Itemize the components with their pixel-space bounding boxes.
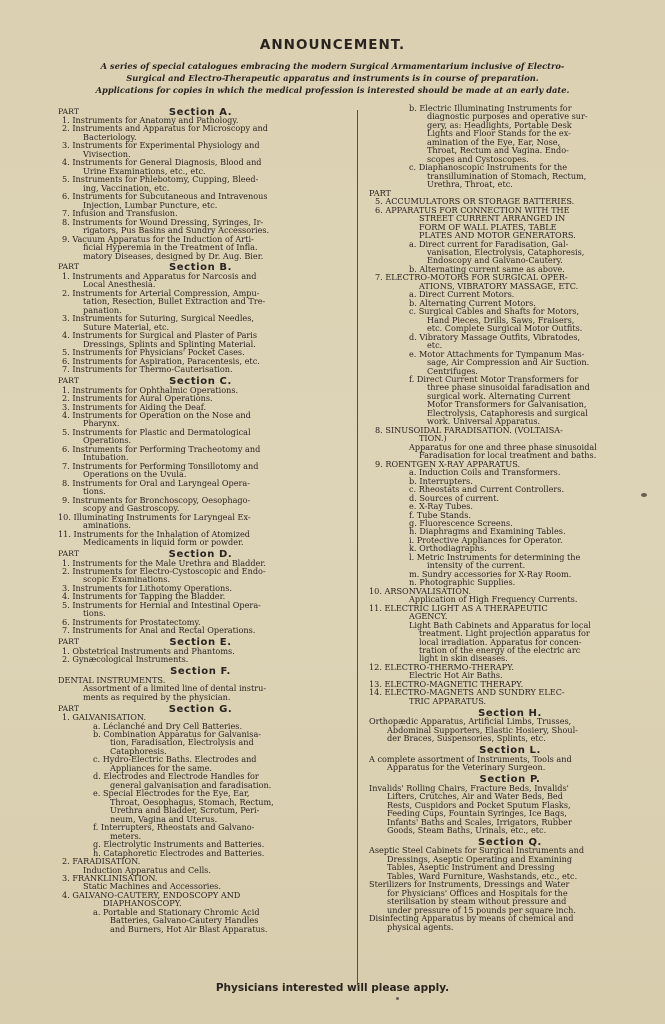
catalogue-line: 1. Instruments for the Male Urethra and Bladder. (62, 557, 266, 568)
catalogue-line: 7. Instruments for Performing Tonsillotomy and (62, 460, 259, 471)
catalogue-line: 11. ELECTRIC LIGHT AS A THERAPEUTIC (369, 602, 548, 613)
catalogue-line: Faradisation for local treatment and baths. (419, 450, 597, 461)
column-divider (357, 110, 358, 985)
section-title: Section C. (169, 376, 232, 388)
catalogue-line: Disinfecting Apparatus by means of chemical and (369, 913, 574, 924)
catalogue-line: scopic Examinations. (83, 574, 171, 585)
part-label: PART (58, 376, 80, 386)
catalogue-line: 1. Instruments and Apparatus for Narcosis and (62, 270, 257, 281)
catalogue-line: three phase sinusoidal faradisation and (427, 382, 590, 393)
catalogue-line: Endoscopy and Galvano-Cautery. (427, 255, 563, 266)
catalogue-line: b. Electric Illuminating Instruments for (409, 103, 572, 113)
catalogue-line: 7. Instruments for Thermo-Cauterisation. (62, 364, 233, 375)
catalogue-line: Tables, Ward Furniture, Washstands, etc., etc. (387, 870, 578, 881)
catalogue-line: d. Electrodes and Electrode Handles for (93, 771, 259, 782)
catalogue-line: and Burners, Hot Air Blast Apparatus. (110, 923, 268, 934)
catalogue-line: Orthopædic Apparatus, Artificial Limbs, Trusses, (369, 716, 572, 727)
catalogue-line: h. Cataphoretic Electrodes and Batteries. (93, 847, 265, 858)
catalogue-line: e. Motor Attachments for Tympanum Mas- (409, 348, 585, 359)
catalogue-line: neum, Vagina and Uterus. (110, 813, 218, 824)
catalogue-line: 3. Instruments for Lithotomy Operations. (62, 582, 233, 593)
catalogue-line: PLATES AND MOTOR GENERATORS. (419, 230, 576, 241)
catalogue-line: i. Protective Appliances for Operator. (409, 534, 563, 545)
section-title: Section H. (478, 707, 542, 719)
catalogue-line: physical agents. (387, 921, 454, 932)
catalogue-line: 2. Instruments for Aural Operations. (62, 393, 213, 404)
part-label: PART (58, 106, 80, 116)
catalogue-line: sterilisation by steam without pressure and (387, 896, 567, 907)
catalogue-line: aminations. (83, 520, 131, 531)
catalogue-line: for Physicians' Offices and Hospitals for the (387, 887, 568, 898)
catalogue-line: Apparatus for the Veterinary Surgeon. (387, 762, 546, 773)
catalogue-line: Infants' Baths and Scales, Irrigators, Rubber (387, 816, 572, 827)
catalogue-line: 7. ELECTRO-MOTORS FOR SURGICAL OPER- (375, 272, 568, 283)
catalogue-line: c. Surgical Cables and Shafts for Motors, (409, 306, 580, 317)
catalogue-line: rigators, Pus Basins and Sundry Accessories. (83, 225, 270, 236)
catalogue-line: 2. Instruments for Arterial Compression, Ampu- (62, 287, 260, 298)
catalogue-line: 4. Instruments for Surgical and Plaster of Paris (62, 330, 258, 341)
catalogue-line: 5. Instruments for Hernial and Intestinal Opera- (62, 599, 261, 610)
catalogue-line: 5. Instruments for Physicians' Pocket Cases. (62, 347, 245, 358)
catalogue-line: Induction Apparatus and Cells. (83, 864, 211, 875)
part-label: PART (58, 637, 80, 647)
catalogue-line: STREET CURRENT ARRANGED IN (419, 213, 566, 224)
part-label: PART (58, 703, 80, 713)
catalogue-line: Medicaments in liquid form or powder. (83, 537, 244, 548)
catalogue-line: Bacteriology. (83, 131, 137, 142)
catalogue-line: Urethra, Throat, etc. (427, 179, 513, 190)
catalogue-line: d. Vibratory Massage Outfits, Vibratodes, (409, 331, 581, 342)
catalogue-line: 1. Instruments for Anatomy and Pathology. (62, 115, 239, 125)
catalogue-line: Sterilizers for Instruments, Dressings and Water (369, 879, 570, 890)
catalogue-line: 1. GALVANISATION. (62, 712, 147, 723)
catalogue-line: tation, Resection, Bullet Extraction and Tre- (83, 296, 266, 307)
catalogue-line: f. Interrupters, Rheostats and Galvano- (93, 822, 255, 833)
catalogue-line: c. Rheostats and Current Controllers. (409, 484, 565, 495)
intro-line-1: A series of special catalogues embracing the modern Surgical Armamentarium inclusive of Electro- (100, 61, 565, 71)
catalogue-line: c. Hydro-Electric Baths. Electrodes and (93, 754, 257, 765)
catalogue-line: 5. Instruments for Phlebotomy, Cupping, Bleed- (62, 174, 259, 185)
section-title: Section D. (168, 549, 233, 561)
catalogue-line: sage, Air Compression and Air Suction. (427, 357, 590, 368)
catalogue-line: Lights and Floor Stands for the ex- (427, 128, 571, 139)
catalogue-line: Light Bath Cabinets and Apparatus for local (409, 619, 591, 630)
catalogue-line: etc. Complete Surgical Motor Outfits. (427, 323, 583, 334)
intro-line-2: Surgical and Electro-Therapeutic apparatus and instruments is in course of preparation. (126, 73, 539, 83)
catalogue-line: 6. Instruments for Aspiration, Paracentesis, etc. (62, 355, 260, 366)
catalogue-line: 1. Obstetrical Instruments and Phantoms. (62, 645, 235, 656)
catalogue-line: tration of the energy of the electric arc (419, 645, 581, 655)
catalogue-line: Lifters, Crutches, Air and Water Beds, Bed (387, 791, 563, 802)
catalogue-line: PART (369, 187, 391, 198)
catalogue-line: a. Léclanché and Dry Cell Batteries. (93, 720, 243, 731)
catalogue-line: Feeding Cups, Fountain Syringes, Ice Bags, (387, 808, 567, 819)
catalogue-line: Urine Examinations, etc., etc. (83, 165, 206, 176)
catalogue-line: c. Diaphanoscopic Instruments for the (409, 162, 568, 173)
catalogue-line: Operations. (83, 435, 132, 446)
catalogue-line: TRIC APPARATUS. (409, 695, 487, 706)
catalogue-line: Rests, Cuspidors and Pocket Sputum Flasks, (387, 799, 571, 810)
part-label: PART (58, 262, 80, 272)
catalogue-line: A complete assortment of Instruments, Tools and (369, 753, 572, 764)
footer-note: Physicians interested will please apply. (215, 982, 450, 994)
catalogue-line: ing, Vaccination, etc. (83, 182, 170, 193)
catalogue-line: 4. Instruments for Tapping the Bladder. (62, 591, 226, 602)
catalogue-line: ments as required by the physician. (83, 691, 231, 702)
catalogue-line: panation. (83, 304, 122, 315)
catalogue-line: Centrifuges. (427, 365, 479, 376)
catalogue-line: Appliances for the same. (110, 762, 213, 773)
catalogue-line: Hand Pieces, Drills, Saws, Fraisers, (427, 314, 575, 325)
catalogue-line: 3. Instruments for Aiding the Deaf. (62, 401, 207, 412)
section-title: Section P. (479, 774, 541, 786)
catalogue-line: 2. Instruments for Electro-Cystoscopic and Endo- (62, 565, 266, 576)
catalogue-line: 6. Instruments for Prostatectomy. (62, 616, 201, 627)
catalogue-line: work. Universal Apparatus. (427, 416, 541, 427)
catalogue-line: a. Portable and Stationary Chromic Acid (93, 906, 260, 917)
catalogue-line: tion, Faradisation, Electrolysis and (110, 737, 254, 748)
catalogue-line: Invalids' Rolling Chairs, Fracture Beds, Invalids' (369, 782, 569, 793)
catalogue-line: m. Sundry accessories for X-Ray Room. (409, 568, 572, 579)
catalogue-line: e. Special Electrodes for the Eye, Ear, (93, 788, 250, 799)
catalogue-line: vanisation, Electrolysis, Cataphoresis, (427, 246, 585, 257)
catalogue-line: 2. Gynæcological Instruments. (62, 654, 189, 665)
section-title: Section B. (168, 262, 232, 274)
catalogue-line: under pressure of 15 pounds per square inch. (387, 904, 576, 915)
catalogue-line: intensity of the current. (427, 560, 526, 571)
catalogue-line: 5. Instruments for Plastic and Dermatological (62, 426, 251, 437)
catalogue-line: l. Metric Instruments for determining the (409, 551, 581, 562)
left-column (58, 104, 343, 933)
catalogue-line: 4. Instruments for General Diagnosis, Blood and (62, 157, 262, 168)
catalogue-line: 9. Instruments for Bronchoscopy, Oesophago- (62, 494, 251, 505)
catalogue-line: 12. ELECTRO-THERMO-THERAPY. (369, 661, 515, 672)
catalogue-line: scopy and Gastroscopy. (83, 503, 180, 514)
catalogue-line: 10. Illuminating Instruments for Laryngeal Ex- (58, 511, 251, 522)
right-column (369, 104, 651, 931)
catalogue-line: 14. ELECTRO-MAGNETS AND SUNDRY ELEC- (369, 687, 565, 698)
catalogue-line: Pharynx. (83, 418, 120, 429)
catalogue-line: h. Diaphragms and Examining Tables. (409, 526, 566, 537)
catalogue-line: DENTAL INSTRUMENTS. (58, 674, 166, 685)
catalogue-line: 10. ARSONVALISATION. (369, 585, 472, 596)
catalogue-line: 11. Instruments for the Inhalation of Atomized (58, 528, 251, 539)
catalogue-line: 2. Instruments and Apparatus for Microscopy and (62, 123, 268, 134)
catalogue-line: etc. (427, 340, 443, 351)
section-title: Section G. (168, 703, 233, 715)
catalogue-line: f. Tube Stands. (409, 509, 471, 520)
catalogue-line: Application of High Frequency Currents. (409, 594, 578, 605)
catalogue-line: b. Alternating current same as above. (409, 263, 565, 274)
paper-blemish (396, 997, 399, 1000)
catalogue-line: 3. Instruments for Experimental Physiology and (62, 140, 260, 151)
catalogue-line: Apparatus for one and three phase sinusoidal (409, 441, 597, 452)
catalogue-line: 8. Instruments for Oral and Laryngeal Opera- (62, 477, 251, 488)
catalogue-line: 4. GALVANO-CAUTERY, ENDOSCOPY AND (62, 889, 241, 900)
catalogue-line: Tables, Aseptic Instrument and Dressing (387, 862, 555, 873)
catalogue-line: g. Fluorescence Screens. (409, 517, 513, 528)
catalogue-line: e. X-Ray Tubes. (409, 501, 473, 512)
catalogue-line: TION.) (419, 433, 447, 444)
catalogue-line: Aseptic Steel Cabinets for Surgical Instruments and (369, 845, 585, 856)
catalogue-line: Injection, Lumbar Puncture, etc. (83, 199, 218, 210)
catalogue-line: 1. Instruments for Ophthalmic Operations. (62, 384, 239, 395)
catalogue-line: transillumination of Stomach, Rectum, (427, 170, 587, 181)
catalogue-line: Operations on the Uvula. (83, 469, 187, 480)
catalogue-line: g. Electrolytic Instruments and Batteries. (93, 839, 265, 850)
catalogue-line: 13. ELECTRO-MAGNETIC THERAPY. (369, 678, 524, 689)
catalogue-line: 8. Instruments for Wound Dressing, Syringes, Ir- (62, 216, 264, 227)
catalogue-line: ATIONS, VIBRATORY MASSAGE, ETC. (419, 280, 579, 291)
catalogue-line: Motor Transformers for Galvanisation, (427, 399, 587, 410)
catalogue-line: f. Direct Current Motor Transformers for (409, 374, 579, 384)
catalogue-line: Throat, Rectum and Vagina. Endo- (427, 145, 569, 156)
catalogue-line: Urethra and Bladder, Scrotum, Peri- (110, 805, 260, 816)
catalogue-line: 8. SINUSOIDAL FARADISATION. (VOLTAISA- (375, 424, 563, 435)
catalogue-line: Intubation. (83, 452, 129, 463)
catalogue-line: a. Direct Current Motors. (409, 289, 515, 300)
catalogue-line: DIAPHANOSCOPY. (103, 898, 182, 909)
catalogue-line: Electrolysis, Cataphoresis and surgical (427, 407, 588, 418)
catalogue-line: Batteries, Galvano-Cautery Handles (110, 915, 259, 926)
catalogue-line: Local Anesthesia. (83, 279, 156, 290)
section-title: Section E. (169, 637, 232, 649)
catalogue-line: 3. FRANKLINISATION. (62, 872, 158, 883)
catalogue-line: 7. Instruments for Anal and Rectal Operations. (62, 625, 256, 636)
catalogue-line: b. Alternating Current Motors. (409, 297, 536, 308)
catalogue-line: k. Orthodiagraphs. (409, 543, 487, 554)
catalogue-line: Assortment of a limited line of dental instru- (83, 683, 267, 694)
catalogue-line: Dressings, Splints and Splinting Material. (83, 338, 256, 349)
catalogue-line: diagnostic purposes and operative sur- (427, 111, 588, 122)
catalogue-line: Abdominal Supporters, Elastic Hosiery, Shoul- (387, 724, 578, 735)
catalogue-line: b. Interrupters. (409, 475, 473, 486)
catalogue-line: 5. ACCUMULATORS OR STORAGE BATTERIES. (375, 196, 575, 207)
catalogue-line: 6. APPARATUS FOR CONNECTION WITH THE (375, 204, 570, 215)
catalogue-line: Cataphoresis. (110, 745, 167, 756)
catalogue-line: Throat, Oesophagus, Stomach, Rectum, (110, 796, 274, 807)
catalogue-line: a. Induction Coils and Transformers. (409, 467, 561, 478)
catalogue-line: gery, as: Headlights, Portable Desk (427, 119, 572, 130)
paper-blemish (641, 493, 647, 497)
page-title: ANNOUNCEMENT. (259, 37, 406, 53)
catalogue-line: general galvanisation and faradisation. (110, 779, 272, 790)
catalogue-line: surgical work. Alternating Current (427, 390, 571, 401)
catalogue-line: scopes and Cystoscopes. (427, 153, 529, 164)
catalogue-line: treatment. Light projection apparatus for (419, 628, 590, 639)
section-title: Section F. (170, 666, 231, 678)
catalogue-line: der Braces, Suspensories, Splints, etc. (387, 733, 546, 744)
catalogue-line: Dressings, Aseptic Operating and Examining (387, 853, 573, 864)
catalogue-line: a. Direct current for Faradisation, Gal- (409, 238, 569, 249)
catalogue-line: AGENCY. (409, 611, 448, 622)
catalogue-line: Vivisection. (83, 148, 131, 159)
section-title: Section A. (168, 106, 233, 118)
catalogue-line: Goods, Steam Baths, Urinals, etc., etc. (387, 824, 547, 835)
catalogue-line: 9. ROENTGEN X-RAY APPARATUS. (375, 458, 521, 469)
catalogue-line: tions. (83, 486, 106, 497)
section-title: Section Q. (478, 836, 542, 848)
intro-line-3: Applications for copies in which the medical profession is interested should be made at an early date. (95, 85, 570, 95)
part-label: PART (58, 549, 80, 559)
catalogue-line: ficial Hyperemia in the Treatment of Infla. (83, 242, 258, 253)
catalogue-line: tions. (83, 608, 106, 619)
catalogue-line: 2. FARADISATION. (62, 856, 141, 867)
catalogue-line: Static Machines and Accessories. (83, 881, 221, 892)
catalogue-line: n. Photographic Supplies. (409, 577, 516, 588)
catalogue-line: 6. Instruments for Subcutaneous and Intravenous (62, 191, 268, 202)
catalogue-line: 7. Infusion and Transfusion. (62, 208, 178, 219)
catalogue-line: 4. Instruments for Operation on the Nose and (62, 410, 251, 420)
catalogue-line: matory Diseases, designed by Dr. Aug. Bier. (83, 250, 264, 261)
catalogue-line: 6. Instruments for Performing Tracheotomy and (62, 443, 261, 454)
catalogue-line: Suture Material, etc. (83, 321, 170, 332)
catalogue-line: Electric Hot Air Baths. (409, 670, 503, 681)
catalogue-line: 3. Instruments for Suturing, Surgical Needles, (62, 313, 254, 324)
catalogue-line: 9. Vacuum Apparatus for the Induction of Arti- (62, 233, 254, 244)
catalogue-line: d. Sources of current. (409, 492, 499, 503)
section-title: Section L. (479, 745, 541, 757)
catalogue-line: amination of the Eye, Ear, Nose, (427, 136, 561, 147)
catalogue-line: b. Combination Apparatus for Galvanisa- (93, 729, 262, 739)
catalogue-line: light in skin diseases. (419, 653, 508, 664)
catalogue-line: FORM OF WALL PLATES, TABLE (419, 221, 557, 232)
catalogue-line: meters. (110, 830, 142, 841)
catalogue-line: local irradiation. Apparatus for concen- (419, 636, 582, 647)
